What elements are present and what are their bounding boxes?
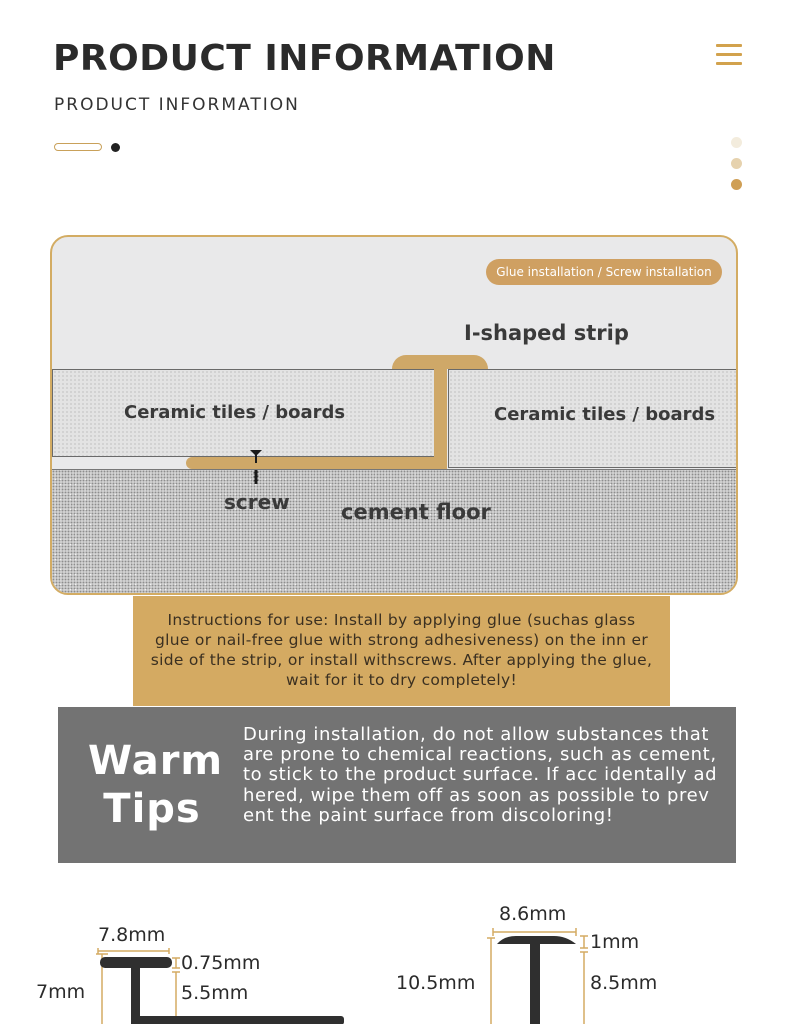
warm-tips-heading xyxy=(88,737,224,833)
screw-label: screw xyxy=(224,490,290,514)
strip-stem xyxy=(434,367,447,469)
screw-icon xyxy=(250,450,262,486)
profile-small-width: 7.8mm xyxy=(98,924,166,946)
menu-icon[interactable] xyxy=(716,44,742,66)
profile-small-height: 7mm xyxy=(36,981,86,1003)
tiles-right-label: Ceramic tiles / boards xyxy=(494,404,716,425)
strip-base-flange xyxy=(186,457,447,469)
section-dot-2[interactable] xyxy=(731,158,742,169)
profile-small-thickness: 0.75mm xyxy=(181,952,261,974)
cement-floor xyxy=(52,469,738,595)
profile-large-drawing xyxy=(480,924,590,1024)
profile-large-inner-height: 8.5mm xyxy=(590,972,658,994)
instructions-box: Instructions for use: Install by applying glue (suchas glass glue or nail-free glue with strong adhesiveness) on the inn er side of the strip, or install withscrews. After applying the glue, wait for it to dry completely! xyxy=(133,596,670,706)
carousel-indicator-dot[interactable] xyxy=(111,143,120,152)
profile-large-height: 10.5mm xyxy=(396,972,476,994)
strip-label: I-shaped strip xyxy=(464,321,629,345)
floor-label: cement floor xyxy=(341,500,491,524)
installation-badge: Glue installation / Screw installation xyxy=(486,259,722,285)
installation-diagram xyxy=(50,235,738,595)
section-dot-1[interactable] xyxy=(731,137,742,148)
warm-tips-text: During installation, do not allow substances that are prone to chemical reactions, such as cement, to stick to the product surface. If acc identally adhered, wipe them off as soon as possible to prevent the paint surface from discoloring! xyxy=(243,724,718,826)
carousel-indicator-active[interactable] xyxy=(54,143,102,151)
warm-tips-heading-line2: Tips xyxy=(103,786,201,832)
section-dot-3[interactable] xyxy=(731,179,742,190)
profile-small-inner-height: 5.5mm xyxy=(181,982,249,1004)
page-title: PRODUCT INFORMATION xyxy=(53,38,556,79)
profile-large-thickness: 1mm xyxy=(590,931,640,953)
page-subtitle: PRODUCT INFORMATION xyxy=(54,95,300,115)
profile-large-width: 8.6mm xyxy=(499,903,567,925)
warm-tips-heading-line1: Warm xyxy=(88,738,224,784)
tiles-left-label: Ceramic tiles / boards xyxy=(124,402,346,423)
